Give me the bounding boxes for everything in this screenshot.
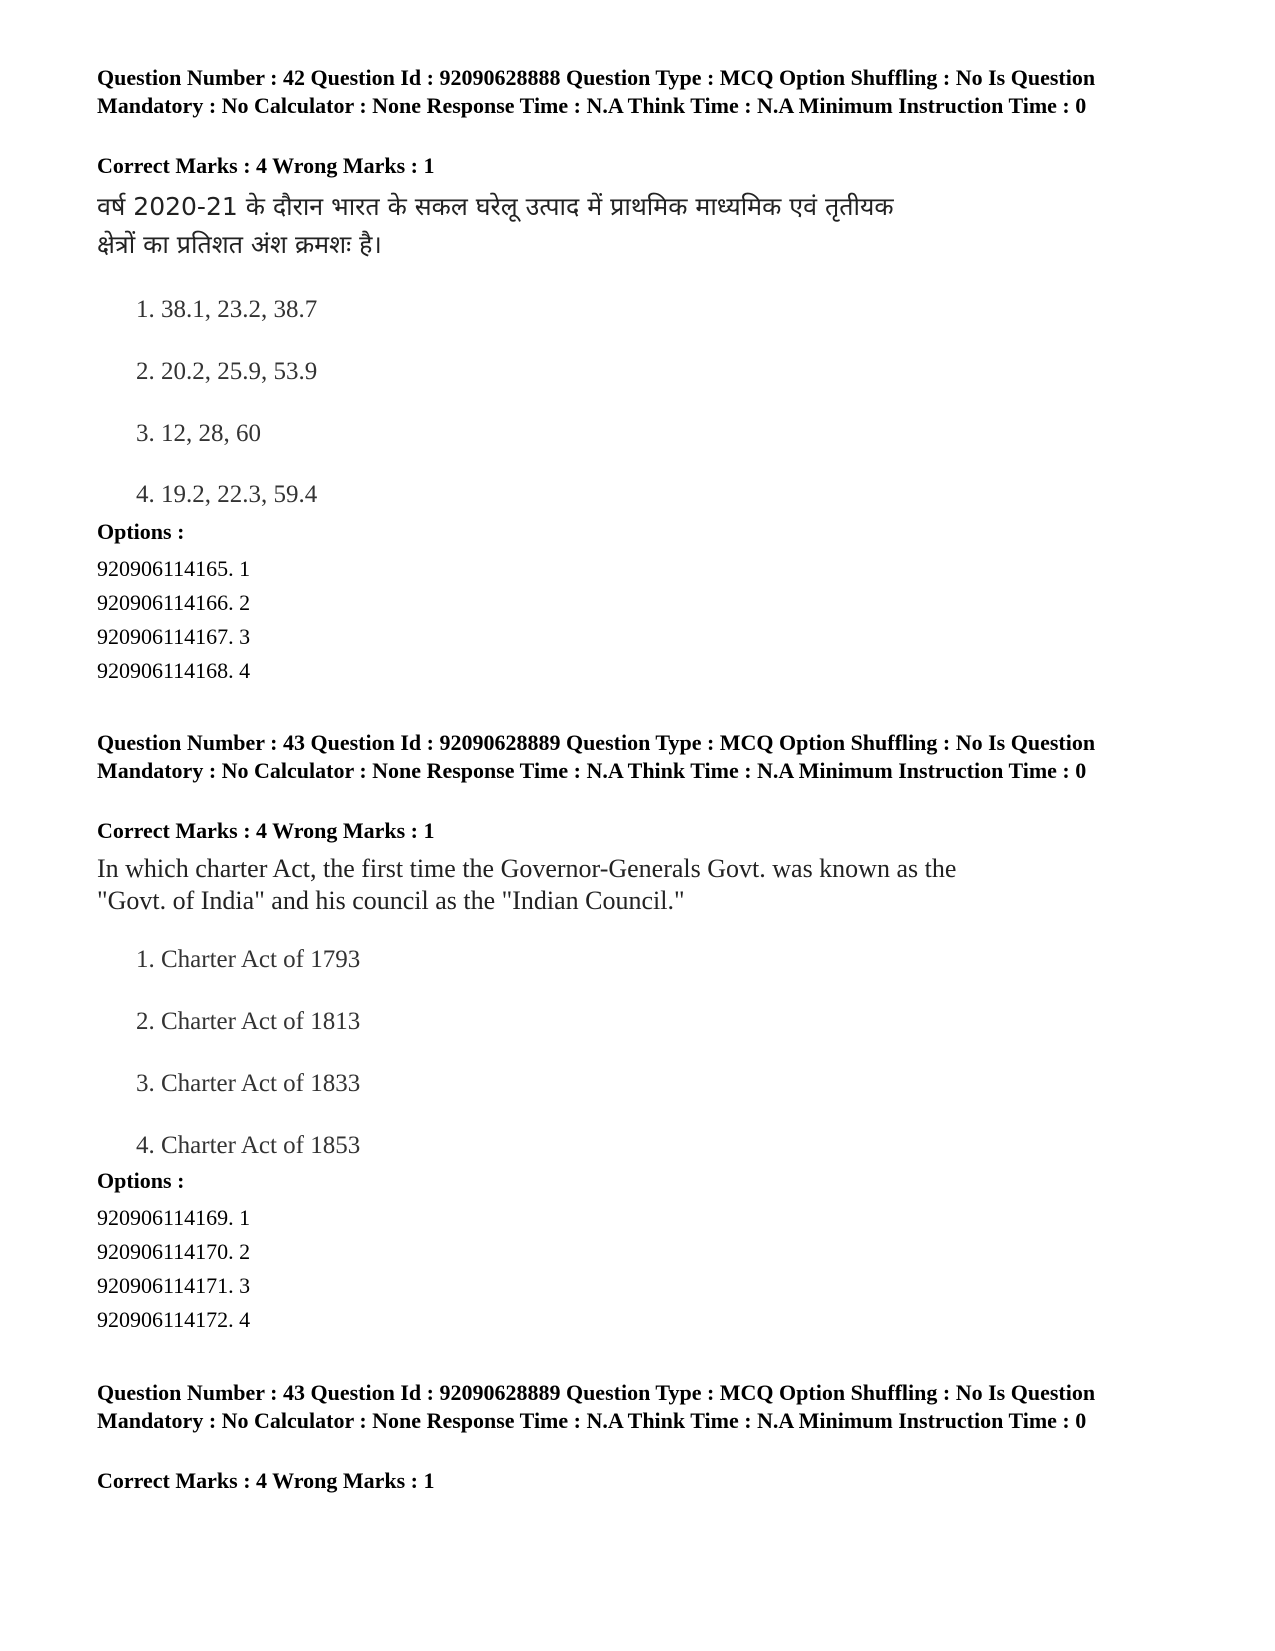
question-meta: Question Number : 43 Question Id : 92090628889 Question Type : MCQ Option Shuffling : No Is Question Mandatory : No Calculator : None Response Time : N.A Think Time : N.A Minimum Instruction Time : 0 (97, 730, 1096, 783)
choice-item: 4. Charter Act of 1853 (136, 1132, 361, 1159)
question-text-line: "Govt. of India" and his council as the "Indian Council." (97, 886, 685, 915)
choice-item: 4. 19.2, 22.3, 59.4 (136, 481, 318, 508)
question-text (97, 853, 1177, 917)
option-id: 920906114169. 1 (97, 1205, 251, 1230)
question-meta: Question Number : 42 Question Id : 92090628888 Question Type : MCQ Option Shuffling : No Is Question Mandatory : No Calculator : None Response Time : N.A Think Time : N.A Minimum Instruction Time : 0 (97, 65, 1096, 118)
option-id: 920906114171. 3 (97, 1273, 251, 1298)
options-label: Options : (97, 1168, 185, 1193)
question-text (97, 188, 1177, 264)
question-text-line: क्षेत्रों का प्रतिशत अंश क्रमशः है। (97, 230, 382, 259)
options-section (97, 1167, 1177, 1337)
option-id: 920906114170. 2 (97, 1239, 251, 1264)
options-label: Options : (97, 519, 185, 544)
option-id: 920906114172. 4 (97, 1307, 251, 1332)
marks-info: Correct Marks : 4 Wrong Marks : 1 (97, 818, 435, 843)
choice-item: 1. Charter Act of 1793 (136, 946, 361, 973)
option-id: 920906114167. 3 (97, 624, 251, 649)
options-section (97, 518, 1177, 688)
question-text-line: In which charter Act, the first time the Governor-Generals Govt. was known as the (97, 854, 957, 883)
choice-item: 3. Charter Act of 1833 (136, 1070, 361, 1097)
marks-info: Correct Marks : 4 Wrong Marks : 1 (97, 1468, 435, 1493)
choice-item: 1. 38.1, 23.2, 38.7 (136, 296, 318, 323)
choice-item: 2. 20.2, 25.9, 53.9 (136, 358, 318, 385)
option-id: 920906114166. 2 (97, 590, 251, 615)
question-meta: Question Number : 43 Question Id : 92090628889 Question Type : MCQ Option Shuffling : No Is Question Mandatory : No Calculator : None Response Time : N.A Think Time : N.A Minimum Instruction Time : 0 (97, 1380, 1096, 1433)
choice-item: 2. Charter Act of 1813 (136, 1008, 361, 1035)
option-id: 920906114165. 1 (97, 556, 251, 581)
choice-item: 3. 12, 28, 60 (136, 420, 261, 447)
marks-info: Correct Marks : 4 Wrong Marks : 1 (97, 153, 435, 178)
question-text-line: वर्ष 2020-21 के दौरान भारत के सकल घरेलू उत्पाद में प्राथमिक माध्यमिक एवं तृतीयक (97, 192, 894, 221)
option-id: 920906114168. 4 (97, 658, 251, 683)
